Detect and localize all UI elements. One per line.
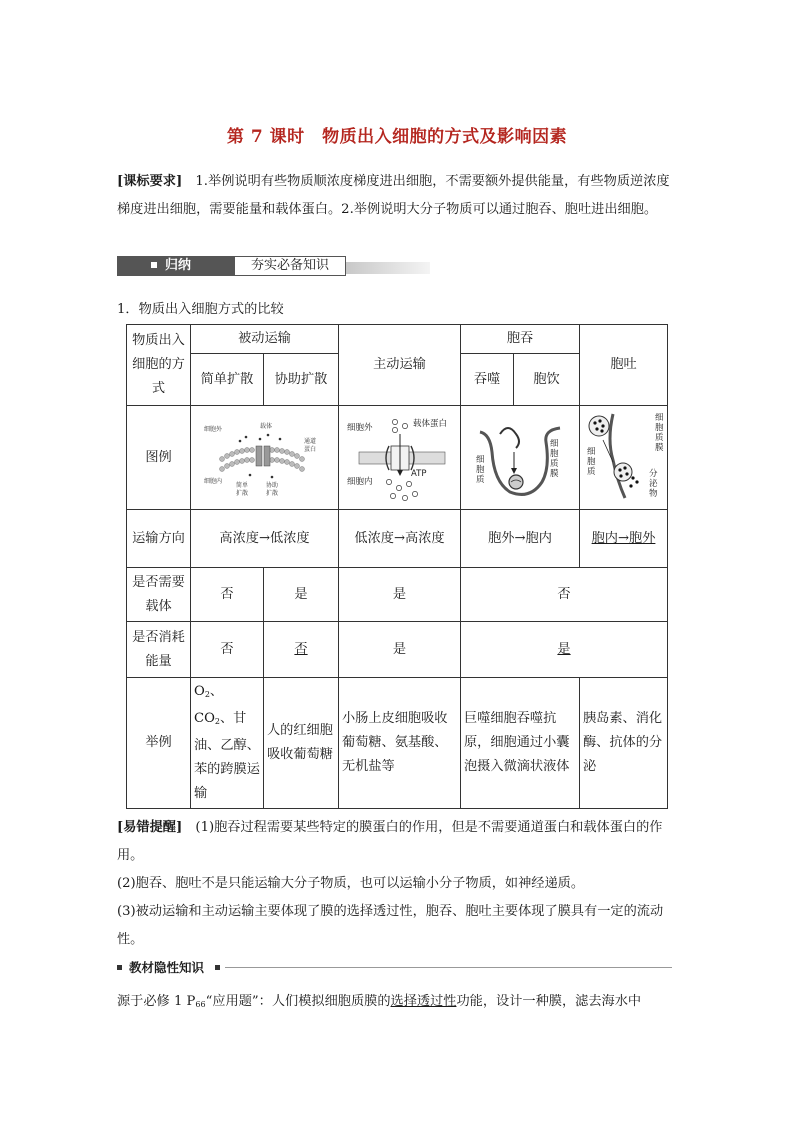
hk-page-subscript: 66 [195, 1000, 206, 1009]
example-facilitated: 人的红细胞吸收葡萄糖 [264, 678, 339, 809]
hidden-knowledge-divider [117, 958, 672, 978]
row-label-carrier: 是否需要载体 [127, 568, 191, 622]
example-exocytosis: 胰岛素、消化酶、抗体的分泌 [580, 678, 668, 809]
hk-text-c: 功能，设计一种膜，滤去海水中 [456, 994, 642, 1009]
fig1-label-diffusion-a: 扩散 [235, 489, 248, 497]
fig1-label-coop: 协助 [265, 481, 278, 489]
requirement-text: 1.举例说明有些物质顺浓度梯度进出细胞，不需要额外提供能量，有些物质逆浓度梯度进出细胞，需要能量和载体蛋白。2.举例说明大分子物质可以通过胞吞、胞吐进出细胞。 [117, 174, 670, 217]
energy-simple: 否 [191, 622, 264, 678]
banner-gradient-bar [346, 262, 430, 274]
header-mode: 物质出入细胞的方式 [127, 325, 191, 406]
caution-block [117, 814, 677, 954]
fig1-label-protein: 蛋白 [303, 445, 316, 453]
example-simple [191, 678, 264, 809]
carrier-simple: 否 [191, 568, 264, 622]
fig4-sec-c2: 泌 [649, 478, 658, 489]
square-bullet-icon [117, 965, 122, 970]
caution-item-2: (2)胞吞、胞吐不是只能运输大分子物质，也可以运输小分子物质，如神经递质。 [117, 876, 585, 891]
endocytosis-diagram [470, 412, 570, 504]
fig4-cyto-c2: 胞 [587, 456, 596, 467]
energy-facilitated: 否 [264, 622, 339, 678]
fig3-label-membrane [550, 439, 559, 479]
o2-text: O [194, 684, 205, 699]
active-transport-diagram [345, 412, 455, 504]
divider-line [225, 967, 672, 968]
example-simple-rest: 、甘油、乙醇、苯的跨膜运输 [194, 711, 260, 801]
fig3-cyto-c1: 细 [476, 454, 485, 465]
fig1-label-carrier: 载体 [259, 422, 272, 430]
caution-item-3: (3)被动运输和主动运输主要体现了膜的选择透过性，胞吞、胞吐主要体现了膜具有一定的流动性。 [117, 904, 664, 947]
fig2-label-carrier-protein: 载体蛋白 [412, 418, 447, 429]
hidden-knowledge-label: 教材隐性知识 [129, 960, 205, 975]
curriculum-requirement [117, 168, 677, 224]
fig3-cyto-c2: 胞 [476, 464, 485, 475]
co2-subscript: 2 [214, 717, 220, 726]
carrier-active: 是 [339, 568, 461, 622]
caution-item-1-text: (1)胞吞过程需要某些特定的膜蛋白的作用，但是不需要通道蛋白和载体蛋白的作用。 [117, 820, 663, 863]
fig3-label-cytoplasm [476, 455, 485, 485]
page-title: 第 7 课时 物质出入细胞的方式及影响因素 [226, 127, 568, 147]
figure-exocytosis [580, 406, 668, 510]
fig1-label-inside: 细胞内 [203, 477, 222, 485]
hk-text-b: “应用题”：人们模拟细胞质膜的 [205, 994, 391, 1009]
fig4-cyto-c3: 质 [587, 466, 596, 477]
figure-passive-transport [191, 406, 339, 510]
transport-comparison-table [126, 324, 668, 809]
fig2-label-atp: ATP [410, 468, 426, 479]
fig2-label-outside: 细胞外 [346, 422, 373, 433]
row-label-energy: 是否消耗能量 [127, 622, 191, 678]
caution-label: [易错提醒] [117, 820, 183, 835]
fig4-label-membrane [655, 413, 664, 453]
section-banner [117, 256, 430, 278]
fig1-label-channel: 通道 [303, 437, 316, 445]
direction-passive: 高浓度→低浓度 [191, 510, 339, 568]
energy-cytosis: 是 [461, 622, 668, 678]
fig1-label-simple: 简单 [235, 481, 248, 489]
row-label-example: 举例 [127, 678, 191, 809]
row-label-figure: 图例 [127, 406, 191, 510]
header-exocytosis: 胞吐 [580, 325, 668, 406]
fig4-sec-c1: 分 [649, 468, 658, 479]
banner-left-label: 归纳 [165, 258, 192, 273]
fig3-membrane-c3: 质 [550, 458, 559, 469]
carrier-cytosis: 否 [461, 568, 668, 622]
figure-active-transport [339, 406, 461, 510]
example-endocytosis: 巨噬细胞吞噬抗原，细胞通过小囊泡摄入微滴状液体 [461, 678, 580, 809]
fig1-label-outside: 细胞外 [203, 425, 222, 433]
exocytosis-diagram [583, 410, 667, 506]
fig2-label-inside: 细胞内 [346, 476, 373, 487]
figure-endocytosis [461, 406, 580, 510]
o2-subscript: 2 [204, 690, 210, 699]
hk-underlined: 选择透过性 [390, 994, 457, 1009]
energy-active: 是 [339, 622, 461, 678]
square-bullet-icon [151, 262, 157, 268]
hk-text-a: 源于必修 1 P [117, 994, 196, 1009]
banner-induce [117, 256, 234, 276]
header-phagocytosis: 吞噬 [461, 354, 514, 406]
header-pinocytosis: 胞饮 [514, 354, 580, 406]
header-passive: 被动运输 [191, 325, 339, 354]
fig4-cyto-c1: 细 [587, 446, 596, 457]
banner-subtitle: 夯实必备知识 [234, 256, 346, 276]
header-active: 主动运输 [339, 325, 461, 406]
header-simple-diffusion: 简单扩散 [191, 354, 264, 406]
fig3-cyto-c3: 质 [476, 474, 485, 485]
header-facilitated-diffusion: 协助扩散 [264, 354, 339, 406]
row-label-direction: 运输方向 [127, 510, 191, 568]
example-active: 小肠上皮细胞吸收葡萄糖、氨基酸、无机盐等 [339, 678, 461, 809]
caution-item-1 [117, 814, 677, 870]
requirement-label: [课标要求] [117, 174, 183, 189]
section1-title: 1．物质出入细胞方式的比较 [117, 302, 284, 317]
fig3-membrane-c4: 膜 [550, 468, 559, 479]
fig4-membrane-c1: 细 [655, 412, 664, 423]
direction-endocytosis: 胞外→胞内 [461, 510, 580, 568]
fig4-sec-c3: 物 [649, 488, 658, 499]
fig4-label-cytoplasm [587, 447, 596, 477]
co2-text: 、CO [194, 684, 224, 726]
fig4-membrane-c4: 膜 [655, 442, 664, 453]
fig3-membrane-c1: 细 [550, 438, 559, 449]
direction-exocytosis: 胞内→胞外 [580, 510, 668, 568]
fig4-label-secretion [649, 468, 658, 499]
carrier-facilitated: 是 [264, 568, 339, 622]
fig3-membrane-c2: 胞 [550, 448, 559, 459]
direction-active: 低浓度→高浓度 [339, 510, 461, 568]
hidden-knowledge-text [117, 988, 677, 1019]
fig4-membrane-c2: 胞 [655, 422, 664, 433]
header-endocytosis: 胞吞 [461, 325, 580, 354]
square-bullet-icon [215, 965, 220, 970]
passive-transport-diagram [200, 417, 330, 499]
fig4-membrane-c3: 质 [655, 432, 664, 443]
fig1-label-diffusion-b: 扩散 [265, 489, 278, 497]
